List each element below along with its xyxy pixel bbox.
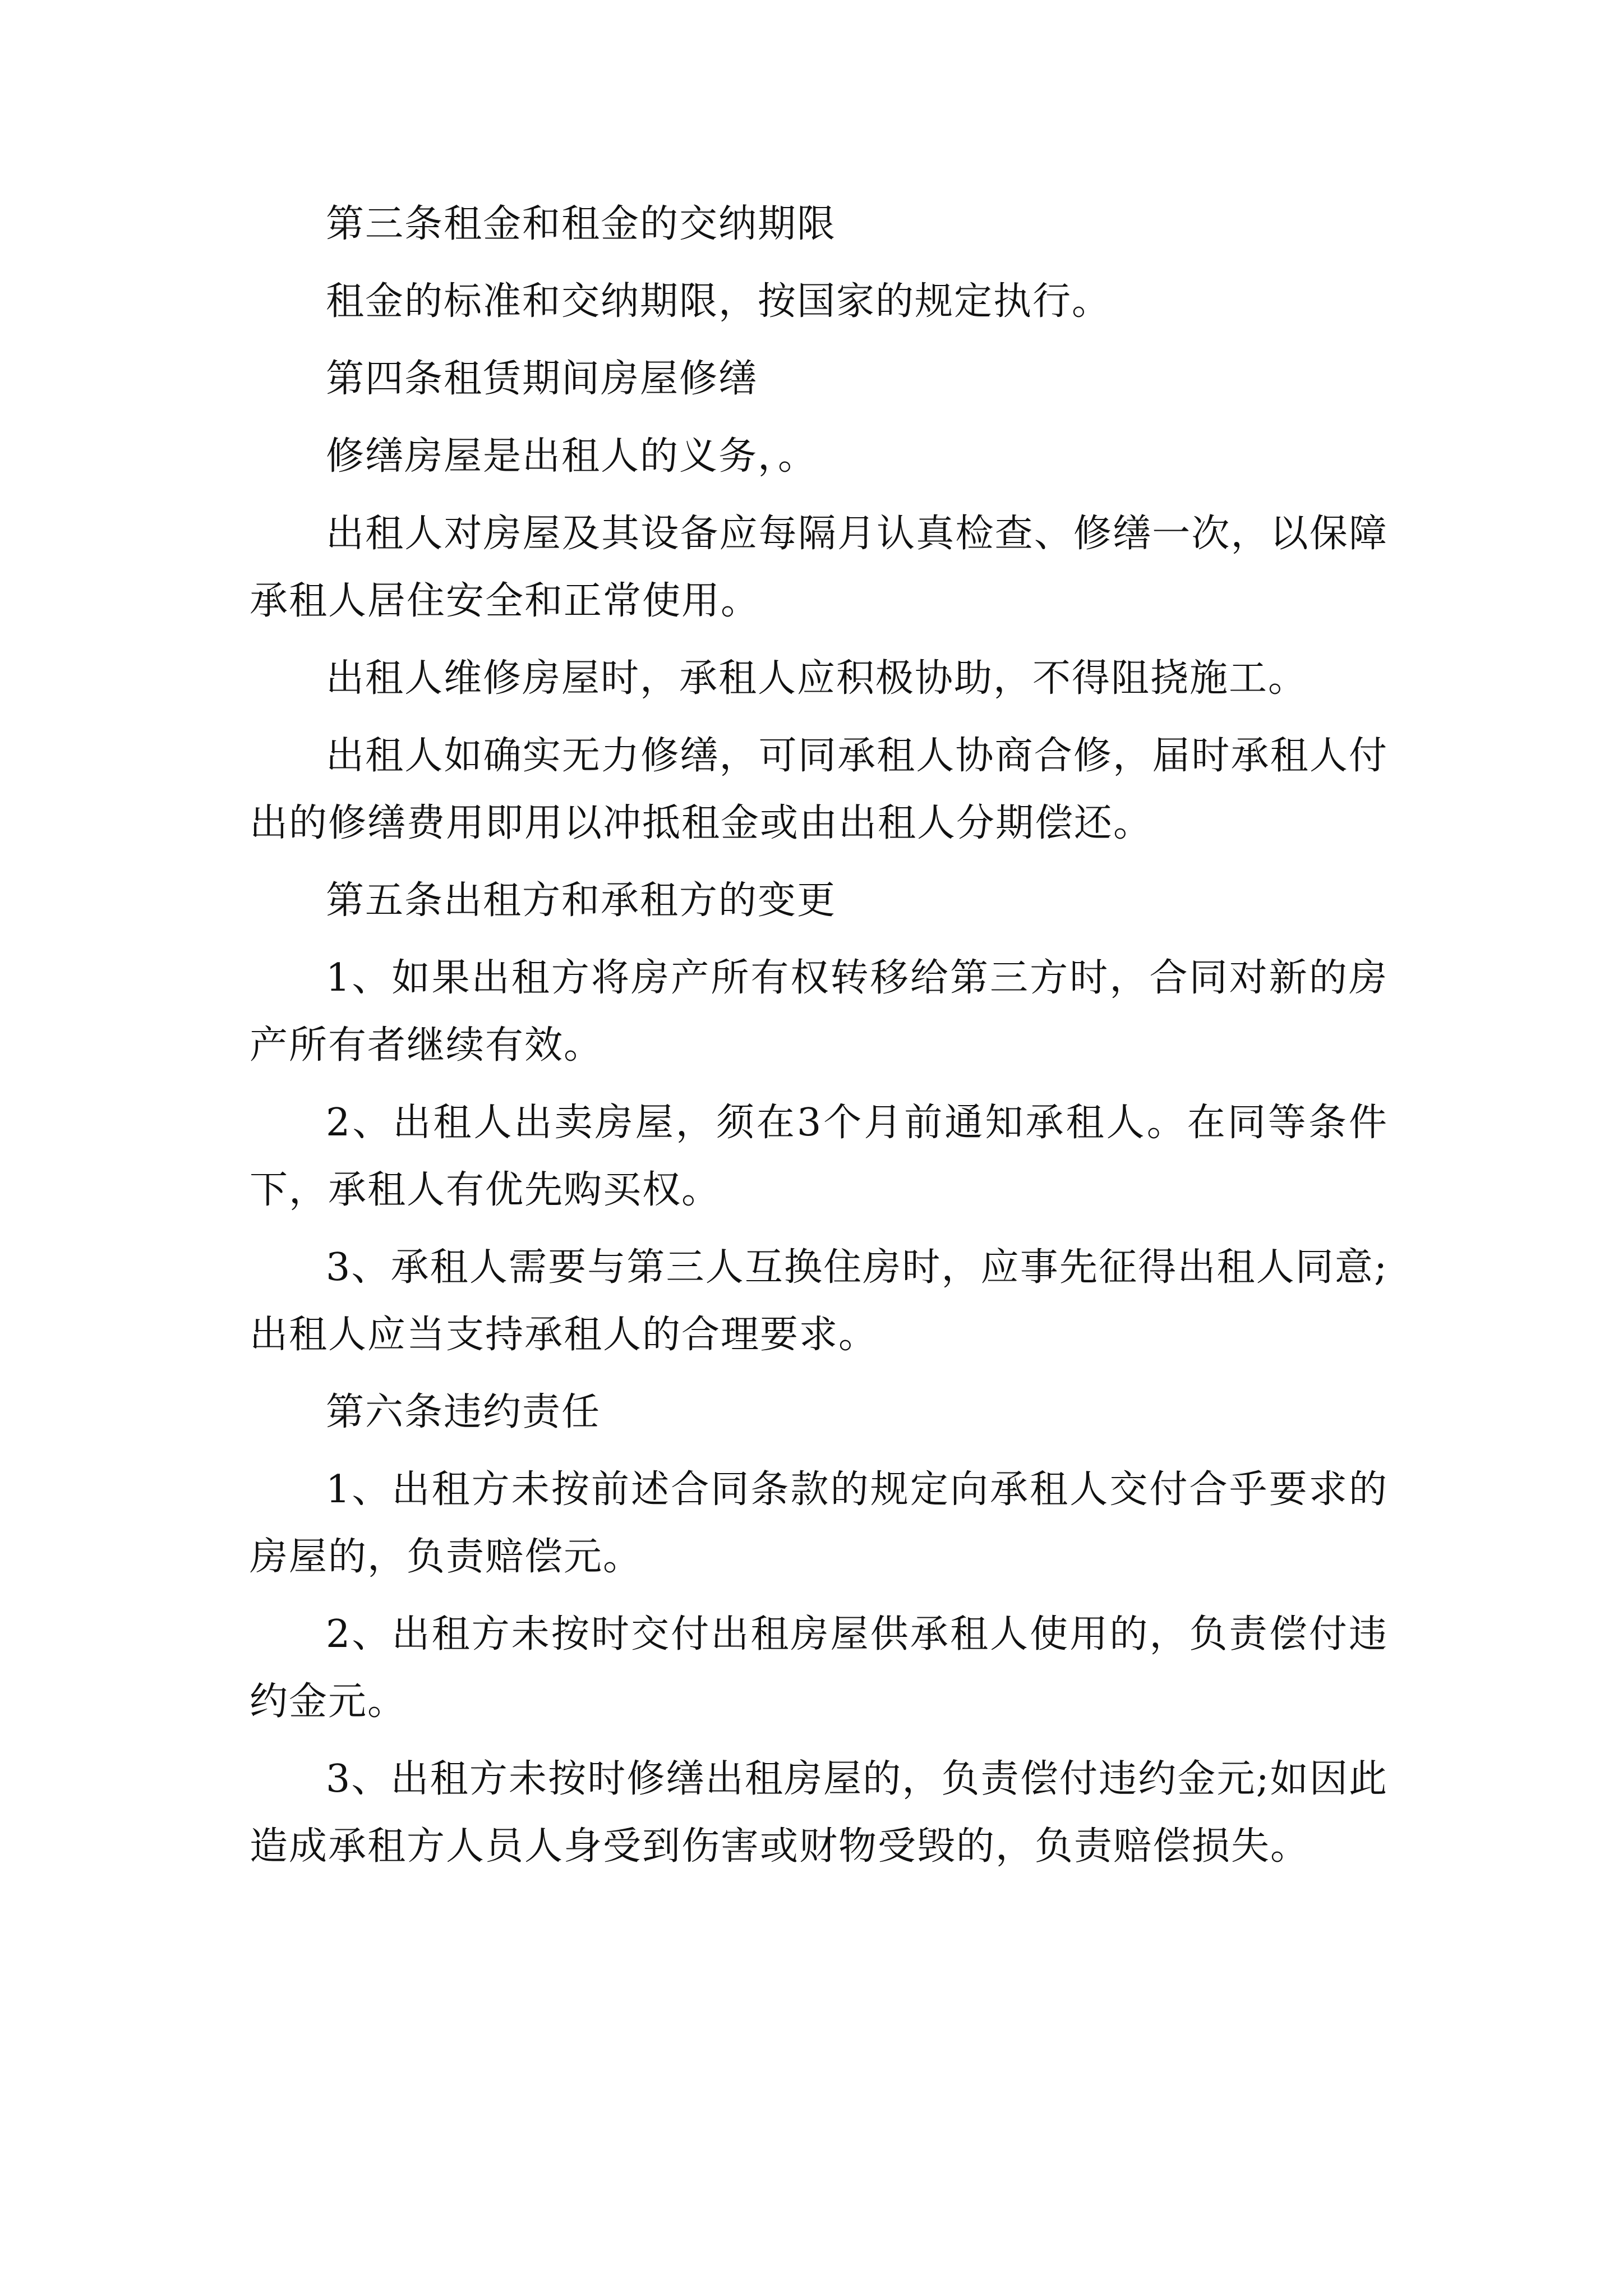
list-item: 1、如果出租方将房产所有权转移给第三方时，合同对新的房产所有者继续有效。 (250, 956, 1388, 1068)
section-heading-4: 第四条租赁期间房屋修缮 (326, 357, 758, 401)
section-heading-5: 第五条出租方和承租方的变更 (326, 878, 837, 923)
paragraph: 修缮房屋是出租人的义务，。 (326, 434, 818, 478)
list-item: 2、出租方未按时交付出租房屋供承租人使用的，负责偿付违约金元。 (250, 1612, 1388, 1724)
paragraph: 出租人维修房屋时，承租人应积极协助，不得阻挠施工。 (326, 656, 1308, 701)
section-heading-6: 第六条违约责任 (326, 1390, 601, 1434)
section-heading-3: 第三条租金和租金的交纳期限 (326, 202, 837, 246)
list-item: 2、出租人出卖房屋，须在3个月前通知承租人。在同等条件下，承租人有优先购买权。 (250, 1101, 1388, 1212)
paragraph: 租金的标准和交纳期限，按国家的规定执行。 (326, 279, 1112, 324)
document-body (250, 191, 1388, 1890)
list-item: 3、承租人需要与第三人互换住房时，应事先征得出租人同意;出租人应当支持承租人的合理要求。 (250, 1245, 1388, 1357)
paragraph: 出租人如确实无力修缮，可同承租人协商合修，届时承租人付出的修缮费用即用以冲抵租金或由出租人分期偿还。 (250, 734, 1388, 845)
list-item: 3、出租方未按时修缮出租房屋的，负责偿付违约金元;如因此造成承租方人员人身受到伤害或财物受毁的，负责赔偿损失。 (250, 1757, 1388, 1869)
list-item: 1、出租方未按前述合同条款的规定向承租人交付合乎要求的房屋的，负责赔偿元。 (250, 1467, 1388, 1579)
paragraph: 出租人对房屋及其设备应每隔月认真检查、修缮一次，以保障承租人居住安全和正常使用。 (250, 512, 1388, 623)
